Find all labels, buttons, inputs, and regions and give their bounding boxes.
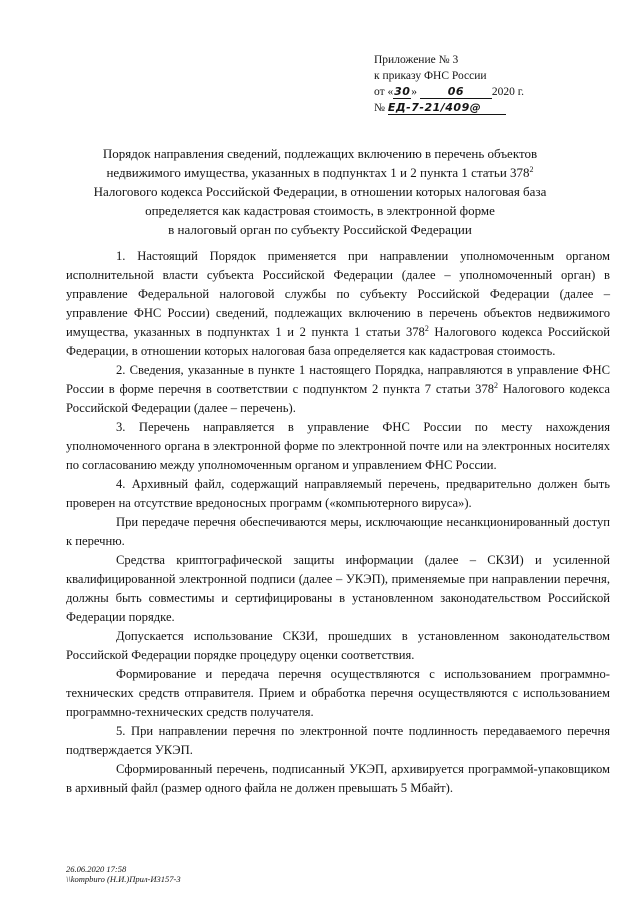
- paragraph-8: Формирование и передача перечня осуществляются с использованием программно-технических средств отправителя. Прием и обработка перечня осуществляются с использованием программно-технических средств получателя.: [66, 667, 610, 719]
- paragraph-2-sup: 2: [494, 381, 499, 390]
- date-month-handwritten: 06: [420, 85, 492, 99]
- order-number-handwritten: ЕД-7-21/409@: [388, 101, 506, 115]
- title-line-2: [60, 163, 580, 182]
- paragraph-3: 3. Перечень направляется в управление ФНС России по месту нахождения уполномоченного органа в электронной форме по электронной почте или на электронных носителях по согласованию между уполномоченным органом и управлением ФНС России.: [66, 420, 610, 472]
- paragraph-1-text-a: 1. Настоящий Порядок применяется при направлении уполномоченным органом исполнительной власти субъекта Российской Федерации (далее – уполномоченный орган) в управление Федеральной налоговой службы по субъекту Российской Федерации (далее – управление ФНС России) сведений, подлежащих включению в перечень объектов недвижимого имущества, указанных в подпунктах 1 и 2 пункта 1 статьи 378: [66, 249, 610, 339]
- appendix-date: [374, 84, 614, 100]
- footer-file-path: \\kompburo (Н.И.)Прил-И3157-3: [66, 874, 181, 884]
- document-footer: [66, 864, 181, 884]
- number-prefix: №: [374, 102, 388, 114]
- date-year: 2020 г.: [491, 86, 525, 98]
- title-line-2-text: недвижимого имущества, указанных в подпунктах 1 и 2 пункта 1 статьи 378: [106, 165, 530, 180]
- date-day-handwritten: 30: [394, 85, 411, 98]
- footer-timestamp: 26.06.2020 17:58: [66, 864, 127, 874]
- date-mid: »: [411, 86, 420, 98]
- paragraph-9: 5. При направлении перечня по электронной почте подлинность передаваемого перечня подтверждается УКЭП.: [66, 724, 610, 757]
- paragraph-2-text-a: 2. Сведения, указанные в пункте 1 настоящего Порядка, направляются в управление ФНС России в форме перечня в соответствии с подпунктом 2 пункта 7 статьи 378: [66, 363, 610, 396]
- document-body: [66, 247, 610, 798]
- appendix-number: [374, 100, 614, 116]
- appendix-header: [374, 52, 614, 116]
- paragraph-5: При передаче перечня обеспечиваются меры, исключающие несанкционированный доступ к перечню.: [66, 515, 610, 548]
- paragraph-1-text-b: Налогового кодекса Российской Федерации, в отношении которых налоговая база определяется как кадастровая стоимость.: [66, 325, 610, 358]
- appendix-order-ref: к приказу ФНС России: [374, 70, 487, 82]
- date-prefix: от «: [374, 86, 394, 98]
- paragraph-7: Допускается использование СКЗИ, прошедших в установленном законодательством Российской Федерации порядке процедуру оценки соответствия.: [66, 629, 610, 662]
- title-line-4: определяется как кадастровая стоимость, в электронной форме: [145, 203, 495, 218]
- paragraph-4: 4. Архивный файл, содержащий направляемый перечень, предварительно должен быть проверен на отсутствие вредоносных программ («компьютерного вируса»).: [66, 477, 610, 510]
- title-line-3: Налогового кодекса Российской Федерации, в отношении которых налоговая база: [93, 184, 547, 199]
- paragraph-2: [66, 361, 610, 418]
- paragraph-6: Средства криптографической защиты информации (далее – СКЗИ) и усиленной квалифицированной электронной подписи (далее – УКЭП), применяемые при направлении перечня, должны быть совместимы и сертифицированы в установленном законодательством Российской Федерации порядке.: [66, 553, 610, 624]
- title-line-5: в налоговый орган по субъекту Российской Федерации: [168, 222, 472, 237]
- title-line-2-sup: 2: [529, 165, 534, 174]
- paragraph-2-text-b: Налогового кодекса Российской Федерации (далее – перечень).: [66, 382, 610, 415]
- paragraph-10: Сформированный перечень, подписанный УКЭП, архивируется программой-упаковщиком в архивный файл (размер одного файла не должен превышать 5 Мбайт).: [66, 762, 610, 795]
- appendix-title: Приложение № 3: [374, 54, 459, 66]
- document-title: [60, 144, 580, 239]
- paragraph-1: [66, 247, 610, 361]
- title-line-1: Порядок направления сведений, подлежащих включению в перечень объектов: [102, 146, 538, 161]
- paragraph-1-sup: 2: [424, 324, 429, 333]
